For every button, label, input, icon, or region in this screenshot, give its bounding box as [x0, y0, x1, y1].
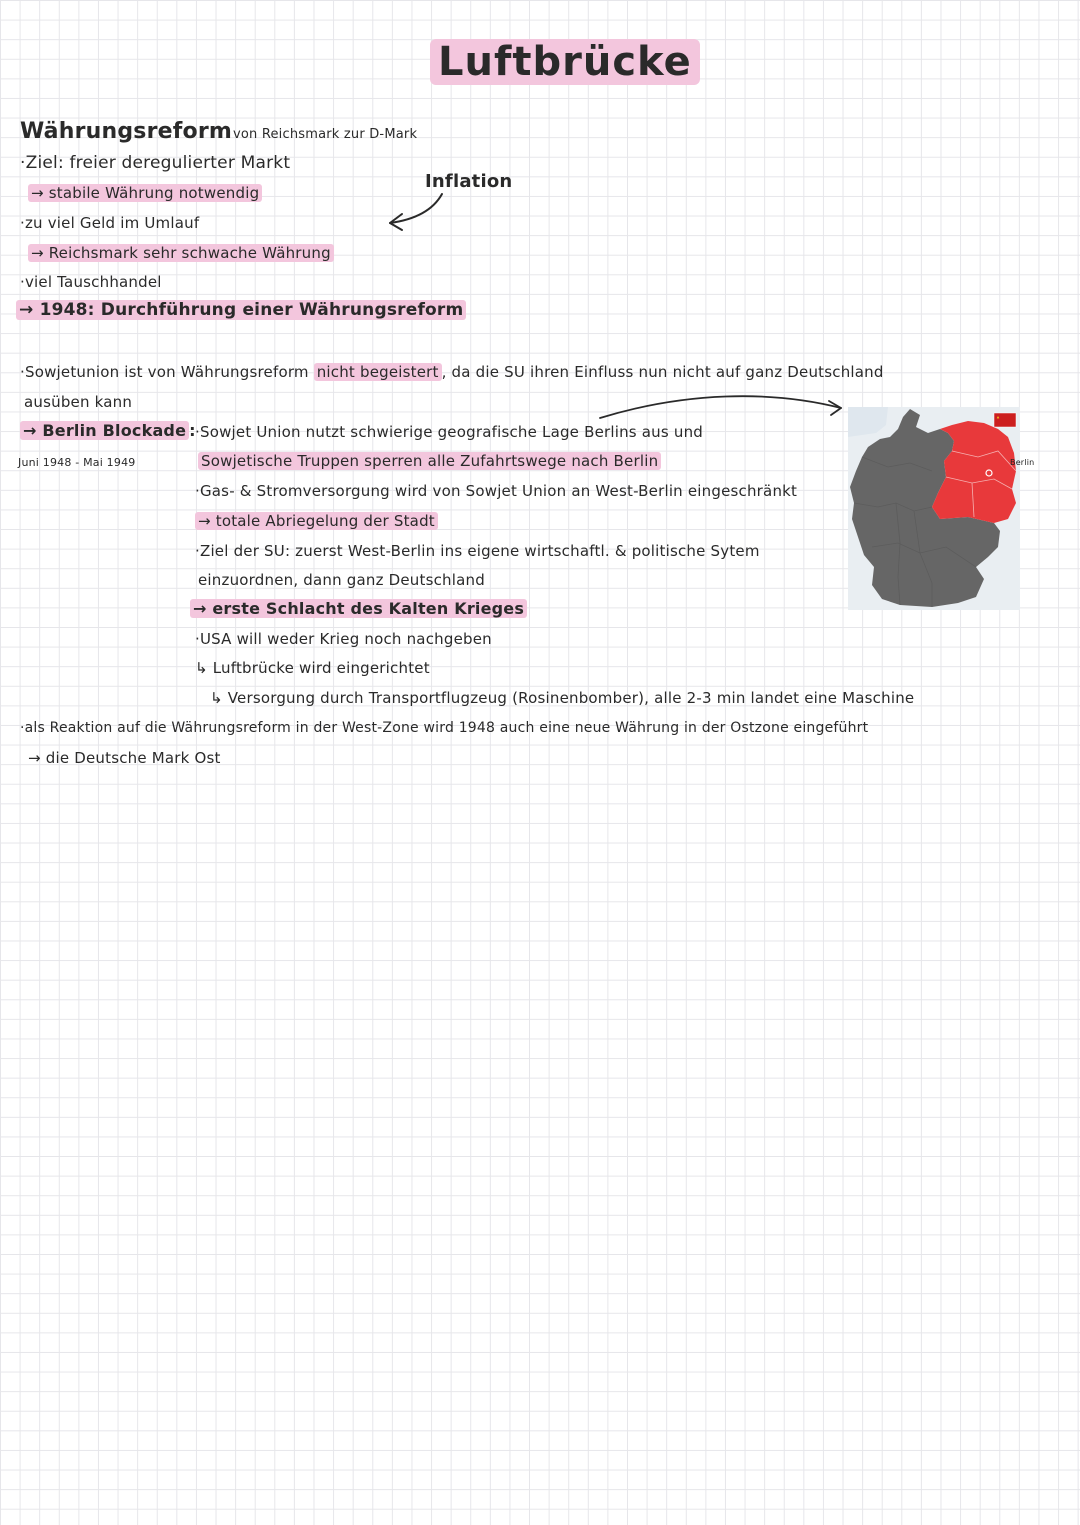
highlight-reichsmark: → Reichsmark sehr schwache Währung	[28, 244, 334, 262]
map-label-berlin: Berlin	[1010, 458, 1035, 467]
blockade-item-1: ·Sowjet Union nutzt schwierige geografische Lage Berlins aus und	[195, 423, 704, 441]
blockade-item-3: ·Gas- & Stromversorgung wird von Sowjet Union an West-Berlin eingeschränkt	[195, 482, 798, 500]
germany-map	[848, 407, 1035, 610]
blockade-date: Juni 1948 - Mai 1949	[18, 456, 136, 469]
page-title	[430, 38, 700, 86]
reaction-result: → die Deutsche Mark Ost	[28, 749, 221, 767]
reaction-line: ·als Reaktion auf die Währungsreform in der West-Zone wird 1948 auch eine neue Währung in der Ostzone eingeführt	[20, 720, 869, 736]
section-subtitle: von Reichsmark zur D-Mark	[233, 127, 418, 142]
blockade-item-7	[190, 599, 527, 619]
highlight-berlin-blockade: → Berlin Blockade	[20, 421, 189, 440]
sowjetunion-line	[20, 362, 884, 382]
blockade-item-4	[195, 511, 438, 531]
section-heading-waehrungsreform: Währungsreform	[20, 119, 233, 144]
blockade-item-8: ·USA will weder Krieg noch nachgeben	[195, 630, 492, 648]
blockade-item-5: ·Ziel der SU: zuerst West-Berlin ins eigene wirtschaftl. & politische Sytem	[195, 542, 760, 560]
arrow-to-map	[595, 388, 850, 423]
highlight-abriegelung: → totale Abriegelung der Stadt	[195, 512, 438, 530]
highlight-nicht-begeistert: nicht begeistert	[314, 363, 442, 381]
blockade-item-10: ↳ Versorgung durch Transportflugzeug (Rosinenbomber), alle 2-3 min landet eine Maschine	[210, 689, 915, 707]
note-line-stabile	[28, 183, 262, 203]
blockade-item-6: einzuordnen, dann ganz Deutschland	[198, 571, 485, 589]
inflation-arrow	[380, 190, 450, 235]
sowjetunion-line-pre: ·Sowjetunion ist von Währungsreform	[20, 363, 314, 381]
note-line-geld: ·zu viel Geld im Umlauf	[20, 214, 200, 232]
sowjetunion-line-2: ausüben kann	[24, 393, 133, 411]
note-line-tauschhandel: ·viel Tauschhandel	[20, 273, 162, 291]
note-line-reichsmark	[28, 243, 334, 263]
highlight-1948: → 1948: Durchführung einer Währungsreform	[16, 300, 466, 320]
germany-map-graphic	[848, 407, 1020, 610]
page-title-text: Luftbrücke	[430, 39, 700, 85]
sowjetunion-line-post: , da die SU ihren Einfluss nun nicht auf ganz Deutschland	[441, 363, 884, 381]
highlight-stabile: → stabile Währung notwendig	[28, 184, 262, 202]
annotation-inflation: Inflation	[425, 171, 513, 192]
berlin-blockade-label	[20, 421, 196, 441]
blockade-item-2	[198, 451, 661, 471]
note-line-1948	[16, 300, 466, 320]
berlin-blockade-colon: :	[189, 421, 196, 440]
highlight-kalter-krieg: → erste Schlacht des Kalten Krieges	[190, 599, 527, 618]
note-line-ziel: ·Ziel: freier deregulierter Markt	[20, 153, 291, 173]
highlight-truppen: Sowjetische Truppen sperren alle Zufahrtswege nach Berlin	[198, 452, 661, 470]
blockade-item-9: ↳ Luftbrücke wird eingerichtet	[195, 659, 430, 677]
